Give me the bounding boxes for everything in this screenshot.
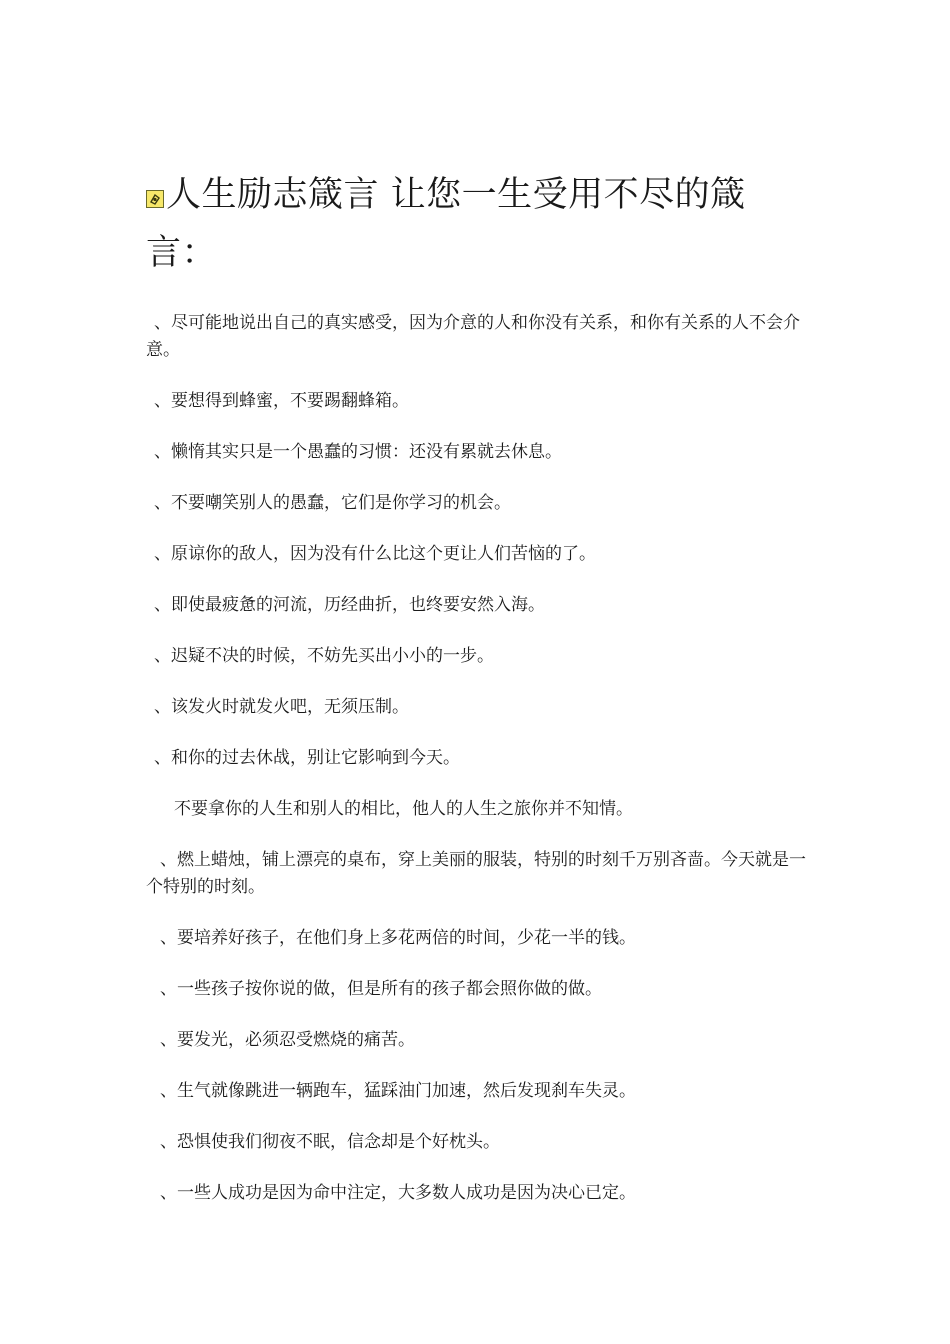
document-title <box>146 166 786 282</box>
list-item: 、要发光，必须忍受燃烧的痛苦。 <box>160 1030 415 1050</box>
list-item: 、尽可能地说出自己的真实感受，因为介意的人和你没有关系，和你有关系的人不会介意。 <box>146 313 800 360</box>
list-item: 、一些孩子按你说的做，但是所有的孩子都会照你做的做。 <box>160 979 602 999</box>
title-line-1 <box>146 166 786 224</box>
list-item: 、生气就像跳进一辆跑车，猛踩油门加速，然后发现刹车失灵。 <box>160 1081 636 1101</box>
title-line-2: 言： <box>146 233 218 273</box>
maxim-list <box>146 310 816 1231</box>
list-item: 、该发火时就发火吧，无须压制。 <box>154 697 409 717</box>
list-item: 、懒惰其实只是一个愚蠢的习惯：还没有累就去休息。 <box>154 442 562 462</box>
list-item: 、恐惧使我们彻夜不眠，信念却是个好枕头。 <box>160 1132 500 1152</box>
list-item: 、和你的过去休战，别让它影响到今天。 <box>154 748 460 768</box>
list-item: 、即使最疲惫的河流，历经曲折，也终要安然入海。 <box>154 595 545 615</box>
title-text-1: 人生励志箴言 让您一生受用不尽的箴 <box>166 175 746 215</box>
list-item: 不要拿你的人生和别人的相比，他人的人生之旅你并不知情。 <box>174 799 633 819</box>
list-item: 、燃上蜡烛，铺上漂亮的桌布，穿上美丽的服装，特别的时刻千万别吝啬。今天就是一个特别的时刻。 <box>146 850 806 897</box>
list-item: 、不要嘲笑别人的愚蠢，它们是你学习的机会。 <box>154 493 511 513</box>
list-item: 、要想得到蜂蜜，不要踢翻蜂箱。 <box>154 391 409 411</box>
doc-link-icon[interactable] <box>146 190 164 208</box>
list-item: 、迟疑不决的时候，不妨先买出小小的一步。 <box>154 646 494 666</box>
list-item: 、要培养好孩子，在他们身上多花两倍的时间，少花一半的钱。 <box>160 928 636 948</box>
list-item: 、原谅你的敌人，因为没有什么比这个更让人们苦恼的了。 <box>154 544 596 564</box>
list-item: 、一些人成功是因为命中注定，大多数人成功是因为决心已定。 <box>160 1183 636 1203</box>
